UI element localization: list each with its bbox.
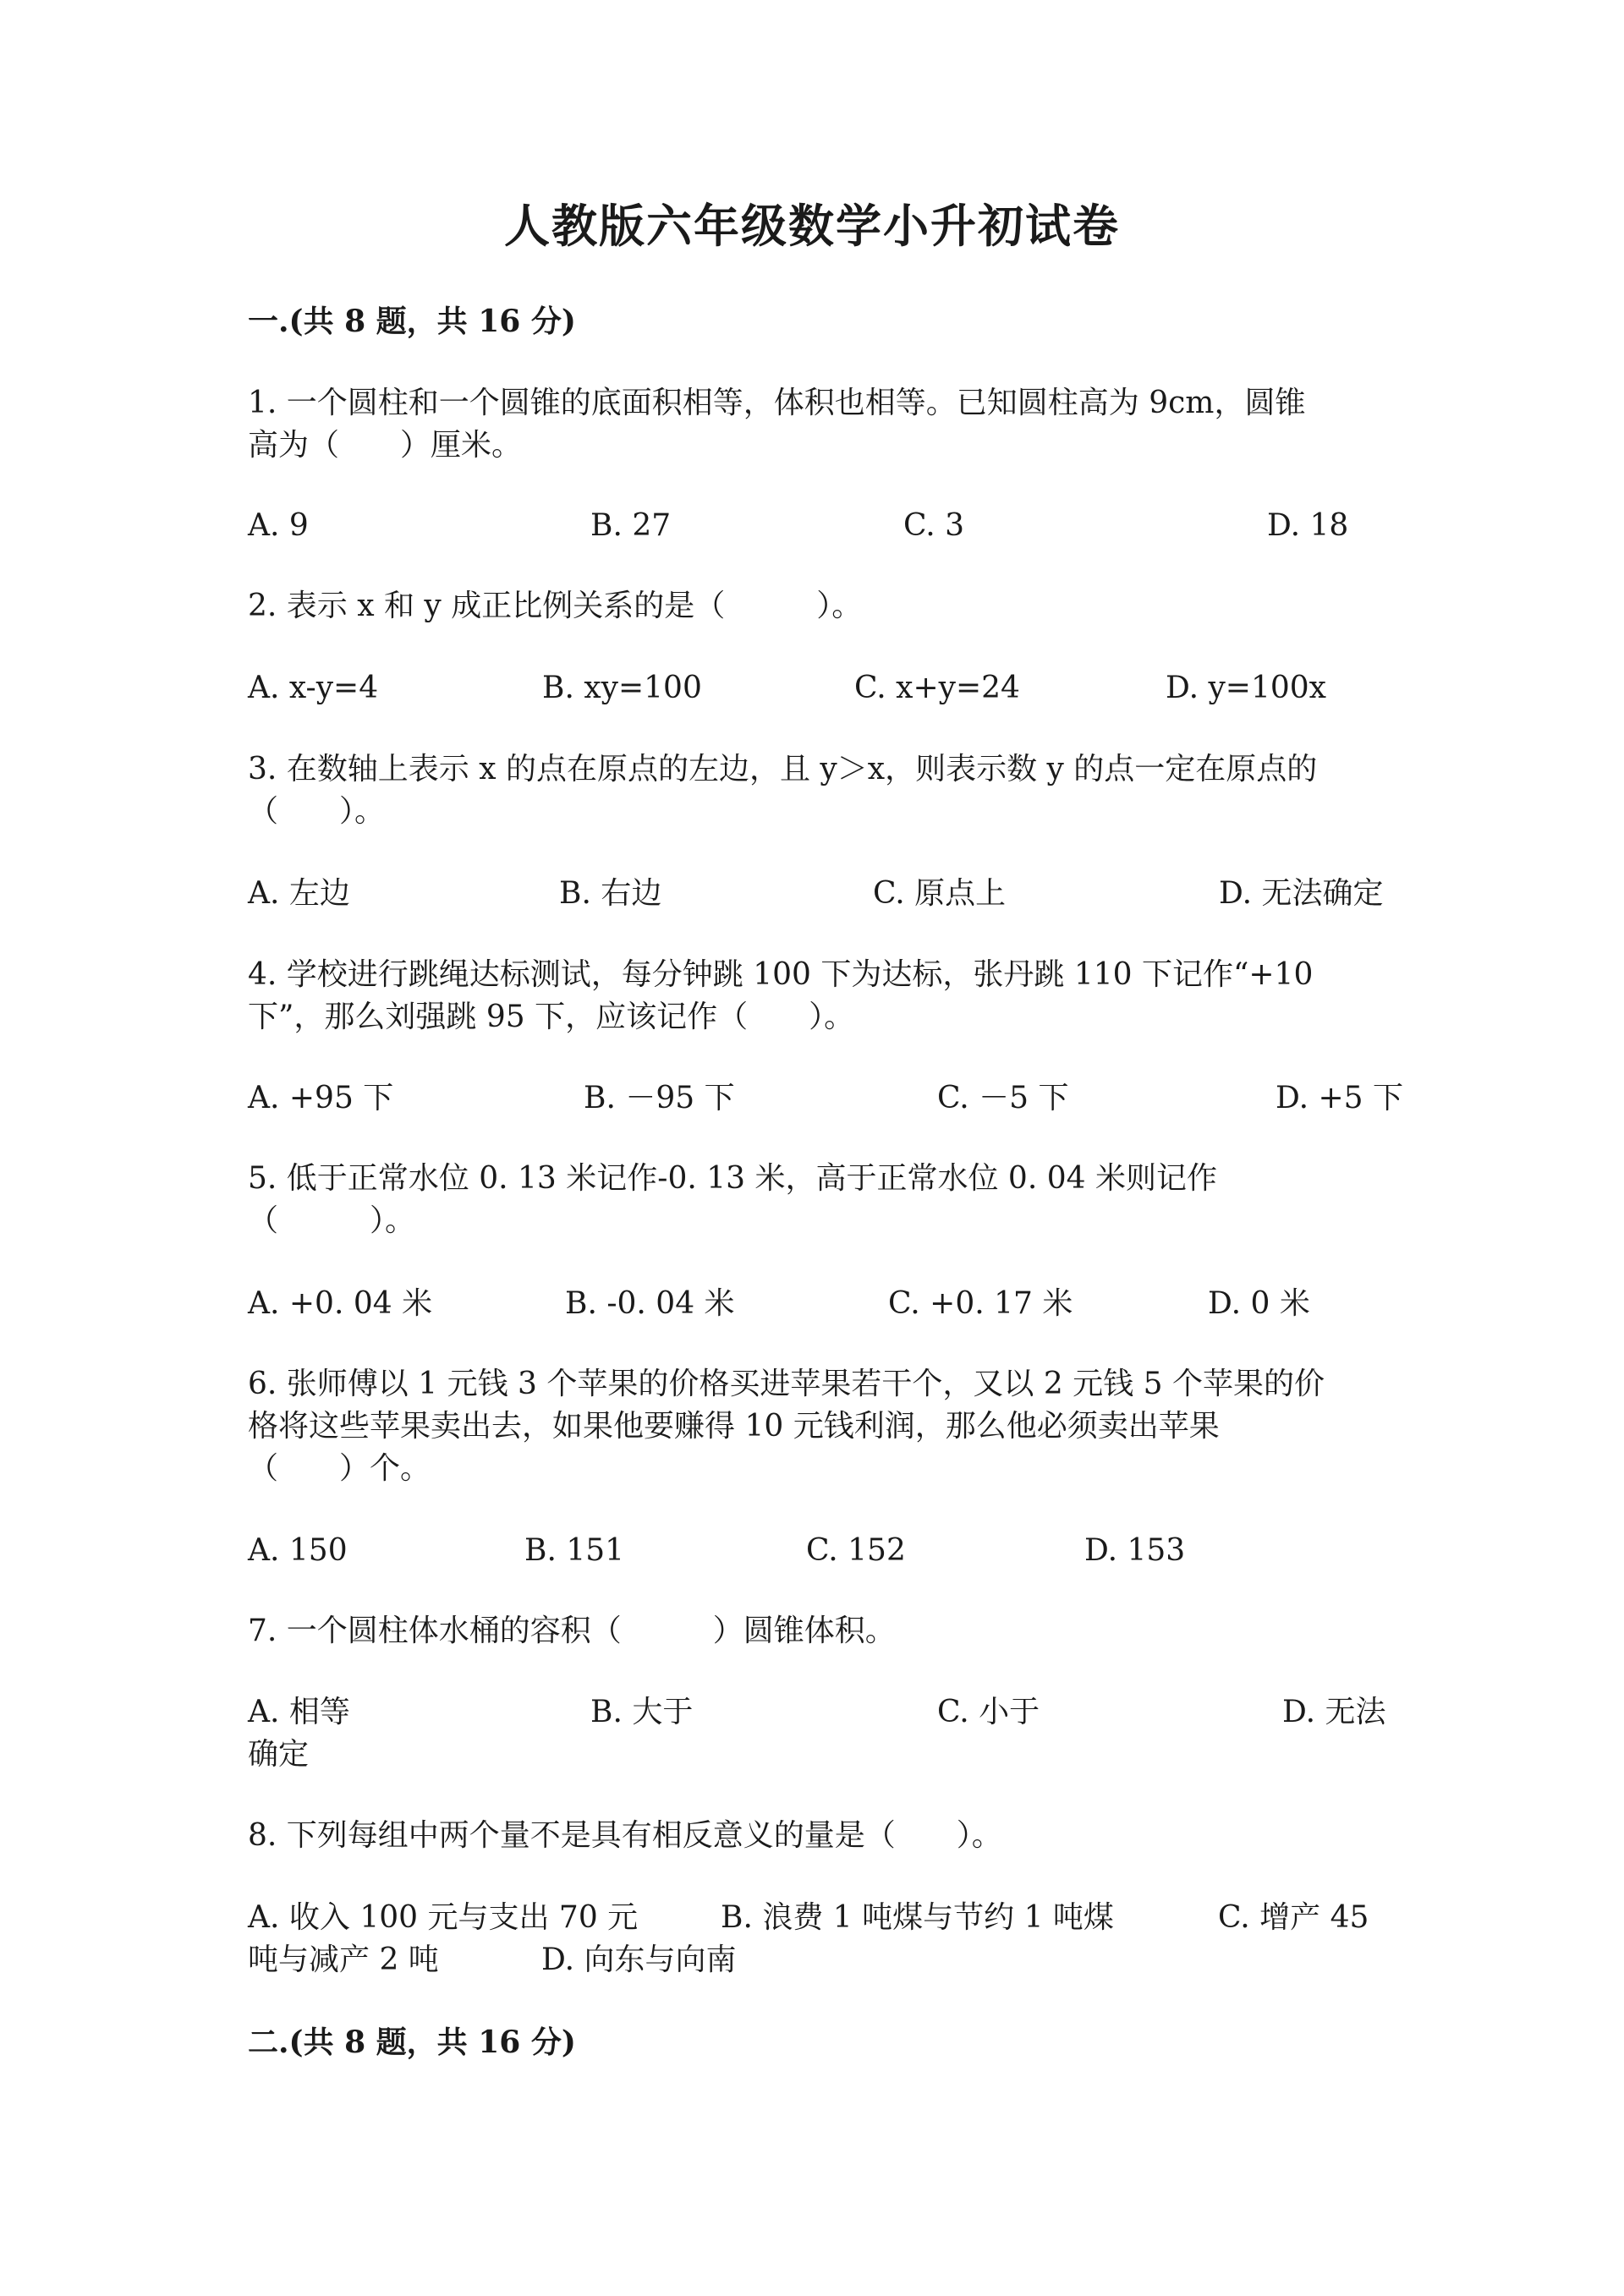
section-heading-2: 二.(共 8 题，共 16 分): [248, 2025, 576, 2060]
question-8-option-c-continued: 吨与减产 2 吨: [248, 1943, 439, 1977]
question-2-option-c: C. x+y=24: [854, 671, 1020, 705]
question-4-option-d: D. +5 下: [1276, 1081, 1403, 1115]
question-3-option-b: B. 右边: [559, 876, 662, 911]
question-2-option-d: D. y=100x: [1166, 671, 1326, 705]
question-6-option-d: D. 153: [1084, 1533, 1186, 1568]
question-1-option-c: C. 3: [903, 508, 965, 543]
question-6-line-2: 格将这些苹果卖出去，如果他要赚得 10 元钱利润，那么他必须卖出苹果: [248, 1409, 1220, 1444]
question-5-line-1: 5. 低于正常水位 0. 13 米记作-0. 13 米，高于正常水位 0. 04 米则记作: [248, 1161, 1217, 1196]
question-5-line-2: （ ）。: [248, 1203, 416, 1238]
question-5-option-b: B. -0. 04 米: [565, 1286, 735, 1321]
question-5-option-d: D. 0 米: [1208, 1286, 1310, 1321]
question-8-option-b: B. 浪费 1 吨煤与节约 1 吨煤: [721, 1900, 1114, 1935]
question-4-option-c: C. －5 下: [937, 1081, 1069, 1115]
question-6-option-a: A. 150: [248, 1533, 348, 1568]
question-7-option-d-continued: 确定: [248, 1737, 310, 1772]
question-7-option-c: C. 小于: [937, 1695, 1040, 1729]
question-3-line-1: 3. 在数轴上表示 x 的点在原点的左边，且 y＞x，则表示数 y 的点一定在原点的: [248, 752, 1318, 786]
question-4-line-2: 下”，那么刘强跳 95 下，应该记作（ ）。: [248, 1000, 855, 1034]
question-7-option-d: D. 无法: [1282, 1695, 1386, 1729]
question-6-option-b: B. 151: [524, 1533, 625, 1568]
question-8-option-d: D. 向东与向南: [541, 1943, 737, 1977]
question-4-option-a: A. +95 下: [248, 1081, 394, 1115]
question-3-option-c: C. 原点上: [873, 876, 1007, 911]
question-1-option-a: A. 9: [248, 508, 309, 543]
question-5-option-c: C. +0. 17 米: [888, 1286, 1073, 1321]
question-6-line-1: 6. 张师傅以 1 元钱 3 个苹果的价格买进苹果若干个，又以 2 元钱 5 个苹果的价: [248, 1367, 1325, 1401]
question-7-line-1: 7. 一个圆柱体水桶的容积（ ）圆锥体积。: [248, 1614, 896, 1648]
question-5-option-a: A. +0. 04 米: [248, 1286, 433, 1321]
section-heading-1: 一.(共 8 题，共 16 分): [248, 304, 576, 339]
question-2-option-b: B. xy=100: [542, 671, 702, 705]
question-8-option-a: A. 收入 100 元与支出 70 元: [248, 1900, 639, 1935]
question-2-option-a: A. x-y=4: [248, 671, 379, 705]
question-4-option-b: B. －95 下: [584, 1081, 735, 1115]
exam-title: 人教版六年级数学小升初试卷: [504, 199, 1120, 253]
question-8-line-1: 8. 下列每组中两个量不是具有相反意义的量是（ ）。: [248, 1818, 1002, 1853]
question-7-option-a: A. 相等: [248, 1695, 350, 1729]
question-3-option-d: D. 无法确定: [1219, 876, 1384, 911]
question-4-line-1: 4. 学校进行跳绳达标测试，每分钟跳 100 下为达标，张丹跳 110 下记作“+10: [248, 957, 1314, 992]
question-8-option-c: C. 增产 45: [1218, 1900, 1369, 1935]
question-3-line-2: （ ）。: [248, 794, 386, 829]
question-6-line-3: （ ）个。: [248, 1451, 431, 1486]
question-1-option-b: B. 27: [590, 508, 672, 543]
question-2-line-1: 2. 表示 x 和 y 成正比例关系的是（ ）。: [248, 589, 863, 623]
question-6-option-c: C. 152: [806, 1533, 906, 1568]
question-7-option-b: B. 大于: [590, 1695, 694, 1729]
question-1-line-1: 1. 一个圆柱和一个圆锥的底面积相等，体积也相等。已知圆柱高为 9cm，圆锥: [248, 386, 1306, 420]
question-3-option-a: A. 左边: [248, 876, 350, 911]
question-1-option-d: D. 18: [1267, 508, 1349, 543]
question-1-line-2: 高为（ ）厘米。: [248, 428, 523, 463]
